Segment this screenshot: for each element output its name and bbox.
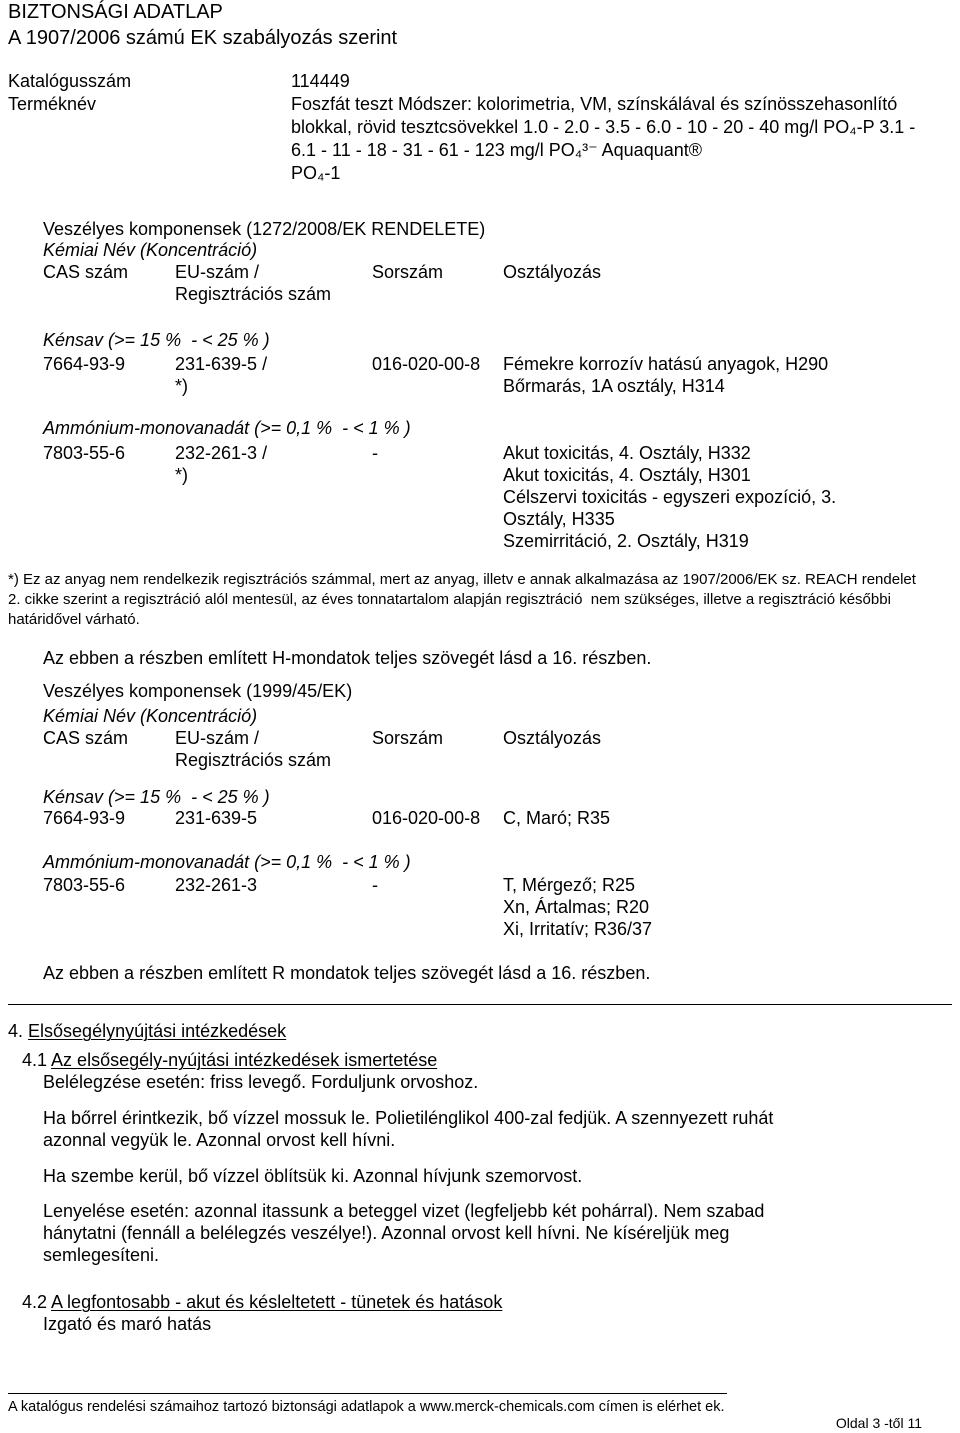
product-name-line: blokkal, rövid tesztcsövekkel 1.0 - 2.0 - 3.5 - 6.0 - 10 - 20 - 40 mg/l PO₄-P 3.1 - — [291, 117, 916, 137]
h-statements-reference: Az ebben a részben említett H-mondatok teljes szövegét lásd a 16. részben. — [43, 648, 652, 668]
component-name: Ammónium-monovanadát (>= 0,1 % - < 1 % ) — [43, 852, 411, 872]
column-header-ec: EU-szám / — [175, 262, 260, 282]
classification — [503, 874, 652, 940]
classification-line: Akut toxicitás, 4. Osztály, H301 — [503, 465, 751, 485]
classification-line: Akut toxicitás, 4. Osztály, H332 — [503, 443, 751, 463]
section-title: Elsősegélynyújtási intézkedések — [28, 1021, 287, 1041]
section-number: 4. — [8, 1021, 24, 1041]
product-name-line: 6.1 - 11 - 18 - 31 - 61 - 123 mg/l PO₄³⁻ Aquaquant® — [291, 140, 702, 160]
inhalation-instructions: Belélegzése esetén: friss levegő. Forduljunk orvoshoz. — [43, 1072, 479, 1092]
ec-number: 232-261-3 — [175, 875, 258, 895]
section-title: Veszélyes komponensek (1999/45/EK) — [43, 681, 353, 701]
classification — [503, 442, 836, 552]
document-title: BIZTONSÁGI ADATLAP — [8, 1, 223, 23]
index-number: - — [372, 443, 378, 463]
ec-number: 231-639-5 — [175, 808, 258, 828]
column-header-cas: CAS szám — [43, 262, 129, 282]
subsection-4-1-heading — [22, 1049, 437, 1071]
footnote-line: határidővel várható. — [8, 611, 140, 628]
index-number: 016-020-00-8 — [372, 354, 481, 374]
classification-line: Szemirritáció, 2. Osztály, H319 — [503, 531, 749, 551]
chemical-name-label: Kémiai Név (Koncentráció) — [43, 706, 258, 726]
component-name: Kénsav (>= 15 % - < 25 % ) — [43, 330, 270, 350]
footnote-line: 2. cikke szerint a regisztráció alól mentesül, az éves tonnatartalom alapján regisztráció nem szükséges, illetve a regisztráció későbbi — [8, 591, 891, 608]
page-indicator: Oldal 3 -től 11 — [835, 1415, 922, 1431]
classification-line: C, Maró; R35 — [503, 808, 611, 828]
subsection-number: 4.2 — [22, 1292, 48, 1312]
section-title: Veszélyes komponensek (1272/2008/EK RENDELETE) — [43, 219, 486, 239]
cas-number: 7803-55-6 — [43, 443, 126, 463]
column-header-ec: EU-szám / — [175, 728, 260, 748]
subsection-title: A legfontosabb - akut és késleltetett - tünetek és hatások — [51, 1292, 503, 1312]
section-divider — [8, 1004, 952, 1005]
product-name-line: PO₄-1 — [291, 163, 341, 183]
product-name-line: Foszfát teszt Módszer: kolorimetria, VM, színskálával és színösszehasonlító — [291, 94, 898, 114]
classification-line: Fémekre korrozív hatású anyagok, H290 — [503, 354, 829, 374]
ec-number: 231-639-5 / — [175, 354, 268, 374]
product-name-label: Terméknév — [8, 94, 97, 114]
component-name: Ammónium-monovanadát (>= 0,1 % - < 1 % ) — [43, 418, 411, 438]
registration-footnote — [8, 570, 916, 630]
classification — [503, 353, 828, 397]
column-header-ec-registration: Regisztrációs szám — [175, 284, 332, 304]
column-header-index: Sorszám — [372, 262, 444, 282]
classification-line: Xi, Irritatív; R36/37 — [503, 919, 653, 939]
classification-line: Xn, Ártalmas; R20 — [503, 897, 650, 917]
skin-contact-instructions — [43, 1107, 773, 1151]
eye-contact-instructions: Ha szembe kerül, bő vízzel öblítsük ki. Azonnal hívjunk szemorvost. — [43, 1166, 583, 1186]
classification-line: T, Mérgező; R25 — [503, 875, 636, 895]
column-header-classification: Osztályozás — [503, 262, 602, 282]
cas-number: 7664-93-9 — [43, 354, 126, 374]
symptoms-text: Izgató és maró hatás — [43, 1314, 212, 1334]
cas-number: 7664-93-9 — [43, 808, 126, 828]
subsection-number: 4.1 — [22, 1050, 48, 1070]
regulation-subtitle: A 1907/2006 számú EK szabályozás szerint — [8, 27, 398, 49]
ec-footnote-marker: *) — [175, 465, 188, 485]
ec-number: 232-261-3 / — [175, 443, 268, 463]
paragraph-line: semlegesíteni. — [43, 1245, 160, 1265]
chemical-name-label: Kémiai Név (Koncentráció) — [43, 240, 258, 260]
section-4-heading — [8, 1020, 286, 1042]
column-header-ec-registration: Regisztrációs szám — [175, 750, 332, 770]
column-header-index: Sorszám — [372, 728, 444, 748]
catalog-number-value: 114449 — [291, 71, 350, 91]
ingestion-instructions — [43, 1200, 764, 1266]
classification — [503, 807, 610, 829]
index-number: - — [372, 875, 378, 895]
classification-line: Osztály, H335 — [503, 509, 615, 529]
paragraph-line: Ha bőrrel érintkezik, bő vízzel mossuk le. Polietilénglikol 400-zal fedjük. A szennyezett ruhát — [43, 1108, 774, 1128]
catalog-number-label: Katalógusszám — [8, 71, 132, 91]
subsection-title: Az elsősegély-nyújtási intézkedések ismertetése — [51, 1050, 438, 1070]
paragraph-line: hánytatni (fennáll a belélegzés veszélye!). Azonnal orvost kell hívni. Ne kíséreljük meg — [43, 1223, 730, 1243]
cas-number: 7803-55-6 — [43, 875, 126, 895]
classification-line: Bőrmarás, 1A osztály, H314 — [503, 376, 725, 396]
column-header-cas: CAS szám — [43, 728, 129, 748]
r-phrases-reference: Az ebben a részben említett R mondatok teljes szövegét lásd a 16. részben. — [43, 963, 651, 983]
index-number: 016-020-00-8 — [372, 808, 481, 828]
product-name-value — [291, 93, 915, 185]
paragraph-line: azonnal vegyük le. Azonnal orvost kell hívni. — [43, 1130, 396, 1150]
column-header-classification: Osztályozás — [503, 728, 602, 748]
component-name: Kénsav (>= 15 % - < 25 % ) — [43, 787, 270, 807]
ec-footnote-marker: *) — [175, 376, 188, 396]
footnote-line: *) Ez az anyag nem rendelkezik regisztrációs számmal, mert az anyag, illetv e annak alkalmazása az 1907/2006/EK sz. REACH rendelet — [8, 571, 916, 588]
subsection-4-2-heading — [22, 1291, 502, 1313]
sds-availability-note: A katalógus rendelési számaihoz tartozó biztonsági adatlapok a www.merck-chemicals.com címen is elérhet ek. — [8, 1399, 725, 1415]
classification-line: Célszervi toxicitás - egyszeri expozíció, 3. — [503, 487, 837, 507]
paragraph-line: Lenyelése esetén: azonnal itassunk a beteggel vizet (legfeljebb két pohárral). Nem szabad — [43, 1201, 765, 1221]
footer-divider — [8, 1393, 727, 1394]
